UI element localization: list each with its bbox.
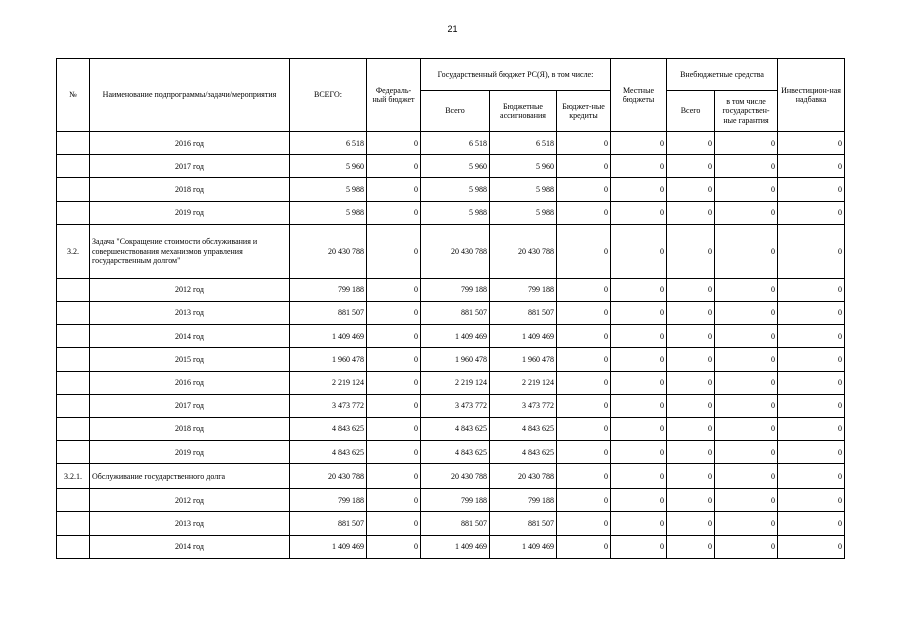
cell-extra-guarantee: 0: [715, 535, 778, 558]
cell-invest: 0: [778, 201, 845, 224]
cell-local: 0: [611, 325, 667, 348]
cell-extra-guarantee: 0: [715, 278, 778, 301]
cell-federal: 0: [367, 512, 421, 535]
cell-name: 2018 год: [90, 178, 290, 201]
cell-state-total: 3 473 772: [421, 394, 490, 417]
cell-state-total: 5 988: [421, 178, 490, 201]
table-row: [57, 278, 845, 301]
cell-name: 2012 год: [90, 278, 290, 301]
cell-state-total: 20 430 788: [421, 464, 490, 489]
cell-federal: 0: [367, 325, 421, 348]
cell-extra-total: 0: [667, 301, 715, 324]
cell-extra-total: 0: [667, 464, 715, 489]
cell-extra-total: 0: [667, 155, 715, 178]
cell-state-credits: 0: [557, 301, 611, 324]
cell-extra-total: 0: [667, 132, 715, 155]
cell-state-alloc: 1 409 469: [490, 535, 557, 558]
cell-state-alloc: 799 188: [490, 489, 557, 512]
cell-number: 3.2.: [57, 224, 90, 278]
header-total: ВСЕГО:: [290, 59, 367, 132]
cell-extra-total: 0: [667, 394, 715, 417]
header-invest: Инвестицион-ная надбавка: [778, 59, 845, 132]
header-state-alloc: Бюджетные ассигнования: [490, 91, 557, 132]
cell-federal: 0: [367, 278, 421, 301]
cell-state-total: 1 409 469: [421, 535, 490, 558]
cell-number: [57, 512, 90, 535]
cell-state-alloc: 6 518: [490, 132, 557, 155]
cell-state-credits: 0: [557, 464, 611, 489]
cell-extra-guarantee: 0: [715, 155, 778, 178]
budget-table: [56, 58, 845, 559]
header-state-group: Государственный бюджет РС(Я), в том числе:: [421, 59, 611, 91]
cell-total: 881 507: [290, 301, 367, 324]
cell-local: 0: [611, 178, 667, 201]
cell-state-total: 799 188: [421, 489, 490, 512]
cell-invest: 0: [778, 464, 845, 489]
cell-name: 2015 год: [90, 348, 290, 371]
cell-total: 5 988: [290, 178, 367, 201]
cell-state-total: 881 507: [421, 512, 490, 535]
cell-state-credits: 0: [557, 278, 611, 301]
cell-local: 0: [611, 278, 667, 301]
cell-federal: 0: [367, 489, 421, 512]
cell-number: [57, 417, 90, 440]
cell-number: [57, 535, 90, 558]
cell-state-total: 1 960 478: [421, 348, 490, 371]
cell-local: 0: [611, 132, 667, 155]
table-row: [57, 178, 845, 201]
page-number: 21: [447, 24, 458, 34]
cell-state-total: 4 843 625: [421, 417, 490, 440]
cell-state-credits: 0: [557, 201, 611, 224]
cell-invest: 0: [778, 301, 845, 324]
cell-local: 0: [611, 301, 667, 324]
cell-state-alloc: 5 988: [490, 201, 557, 224]
cell-local: 0: [611, 155, 667, 178]
cell-federal: 0: [367, 224, 421, 278]
table-row: [57, 325, 845, 348]
cell-local: 0: [611, 417, 667, 440]
cell-total: 4 843 625: [290, 417, 367, 440]
cell-state-total: 2 219 124: [421, 371, 490, 394]
cell-extra-total: 0: [667, 201, 715, 224]
table-row: [57, 535, 845, 558]
cell-local: 0: [611, 535, 667, 558]
cell-extra-guarantee: 0: [715, 371, 778, 394]
table-row: [57, 201, 845, 224]
cell-name: 2014 год: [90, 535, 290, 558]
cell-invest: 0: [778, 512, 845, 535]
cell-extra-guarantee: 0: [715, 178, 778, 201]
cell-number: [57, 441, 90, 464]
cell-state-credits: 0: [557, 348, 611, 371]
cell-invest: 0: [778, 278, 845, 301]
cell-state-total: 6 518: [421, 132, 490, 155]
cell-state-alloc: 1 960 478: [490, 348, 557, 371]
cell-federal: 0: [367, 201, 421, 224]
header-number: №: [57, 59, 90, 132]
cell-local: 0: [611, 464, 667, 489]
cell-total: 6 518: [290, 132, 367, 155]
cell-number: [57, 301, 90, 324]
cell-state-alloc: 4 843 625: [490, 441, 557, 464]
header-federal: Федераль-ный бюджет: [367, 59, 421, 132]
cell-name: 2017 год: [90, 394, 290, 417]
cell-invest: 0: [778, 178, 845, 201]
cell-name: 2014 год: [90, 325, 290, 348]
cell-extra-total: 0: [667, 278, 715, 301]
cell-number: [57, 155, 90, 178]
cell-total: 881 507: [290, 512, 367, 535]
table-row: [57, 371, 845, 394]
cell-federal: 0: [367, 301, 421, 324]
cell-total: 2 219 124: [290, 371, 367, 394]
cell-state-credits: 0: [557, 224, 611, 278]
cell-total: 799 188: [290, 278, 367, 301]
cell-name: 2019 год: [90, 441, 290, 464]
header-local: Местные бюджеты: [611, 59, 667, 132]
cell-extra-total: 0: [667, 325, 715, 348]
header-state-total: Всего: [421, 91, 490, 132]
cell-state-alloc: 20 430 788: [490, 464, 557, 489]
cell-extra-total: 0: [667, 417, 715, 440]
header-name: Наименование подпрограммы/задачи/мероприятия: [90, 59, 290, 132]
cell-state-total: 4 843 625: [421, 441, 490, 464]
cell-extra-total: 0: [667, 535, 715, 558]
cell-total: 1 960 478: [290, 348, 367, 371]
cell-invest: 0: [778, 325, 845, 348]
cell-extra-guarantee: 0: [715, 201, 778, 224]
cell-state-credits: 0: [557, 441, 611, 464]
cell-extra-guarantee: 0: [715, 441, 778, 464]
cell-state-alloc: 881 507: [490, 301, 557, 324]
table-row: [57, 394, 845, 417]
cell-state-alloc: 20 430 788: [490, 224, 557, 278]
cell-state-alloc: 799 188: [490, 278, 557, 301]
table-header: [57, 59, 845, 132]
cell-extra-total: 0: [667, 441, 715, 464]
cell-total: 20 430 788: [290, 464, 367, 489]
cell-name: 2013 год: [90, 301, 290, 324]
cell-extra-guarantee: 0: [715, 301, 778, 324]
cell-name: 2013 год: [90, 512, 290, 535]
table-row: [57, 348, 845, 371]
cell-state-credits: 0: [557, 535, 611, 558]
cell-extra-total: 0: [667, 371, 715, 394]
table-row: [57, 441, 845, 464]
cell-invest: 0: [778, 371, 845, 394]
table-row: [57, 417, 845, 440]
cell-local: 0: [611, 512, 667, 535]
cell-federal: 0: [367, 464, 421, 489]
cell-total: 1 409 469: [290, 535, 367, 558]
cell-name: 2017 год: [90, 155, 290, 178]
cell-extra-guarantee: 0: [715, 464, 778, 489]
cell-federal: 0: [367, 441, 421, 464]
cell-number: [57, 371, 90, 394]
cell-name: 2019 год: [90, 201, 290, 224]
cell-federal: 0: [367, 132, 421, 155]
cell-name: Обслуживание государственного долга: [90, 464, 290, 489]
cell-total: 799 188: [290, 489, 367, 512]
cell-number: [57, 325, 90, 348]
cell-state-credits: 0: [557, 512, 611, 535]
cell-name: 2016 год: [90, 132, 290, 155]
cell-number: 3.2.1.: [57, 464, 90, 489]
table-body: [57, 132, 845, 559]
cell-federal: 0: [367, 371, 421, 394]
cell-extra-guarantee: 0: [715, 325, 778, 348]
cell-total: 3 473 772: [290, 394, 367, 417]
header-state-credits: Бюджет-ные кредиты: [557, 91, 611, 132]
cell-state-credits: 0: [557, 417, 611, 440]
header-extra-guarantee: в том числе государствен-ные гарантия: [715, 91, 778, 132]
cell-invest: 0: [778, 441, 845, 464]
cell-local: 0: [611, 371, 667, 394]
cell-extra-total: 0: [667, 348, 715, 371]
cell-extra-guarantee: 0: [715, 224, 778, 278]
table-row: [57, 224, 845, 278]
cell-state-total: 881 507: [421, 301, 490, 324]
cell-invest: 0: [778, 132, 845, 155]
cell-state-alloc: 3 473 772: [490, 394, 557, 417]
cell-extra-total: 0: [667, 512, 715, 535]
table-row: [57, 155, 845, 178]
cell-state-alloc: 4 843 625: [490, 417, 557, 440]
cell-state-alloc: 881 507: [490, 512, 557, 535]
cell-invest: 0: [778, 155, 845, 178]
cell-total: 5 988: [290, 201, 367, 224]
cell-extra-guarantee: 0: [715, 394, 778, 417]
cell-number: [57, 132, 90, 155]
cell-local: 0: [611, 489, 667, 512]
cell-number: [57, 178, 90, 201]
cell-name: 2018 год: [90, 417, 290, 440]
cell-local: 0: [611, 348, 667, 371]
table-row: [57, 464, 845, 489]
cell-state-credits: 0: [557, 155, 611, 178]
cell-state-total: 5 960: [421, 155, 490, 178]
cell-number: [57, 394, 90, 417]
cell-state-credits: 0: [557, 132, 611, 155]
cell-state-credits: 0: [557, 371, 611, 394]
cell-state-credits: 0: [557, 394, 611, 417]
cell-extra-total: 0: [667, 489, 715, 512]
table-row: [57, 512, 845, 535]
cell-federal: 0: [367, 535, 421, 558]
table-row: [57, 489, 845, 512]
cell-invest: 0: [778, 535, 845, 558]
cell-extra-guarantee: 0: [715, 417, 778, 440]
cell-local: 0: [611, 224, 667, 278]
cell-federal: 0: [367, 155, 421, 178]
cell-total: 5 960: [290, 155, 367, 178]
cell-number: [57, 489, 90, 512]
cell-invest: 0: [778, 489, 845, 512]
cell-state-alloc: 5 988: [490, 178, 557, 201]
cell-name: 2012 год: [90, 489, 290, 512]
cell-number: [57, 201, 90, 224]
cell-state-total: 20 430 788: [421, 224, 490, 278]
cell-state-total: 799 188: [421, 278, 490, 301]
cell-extra-guarantee: 0: [715, 348, 778, 371]
cell-number: [57, 278, 90, 301]
cell-local: 0: [611, 201, 667, 224]
cell-total: 1 409 469: [290, 325, 367, 348]
cell-state-total: 5 988: [421, 201, 490, 224]
cell-state-total: 1 409 469: [421, 325, 490, 348]
cell-extra-guarantee: 0: [715, 489, 778, 512]
cell-name: 2016 год: [90, 371, 290, 394]
cell-local: 0: [611, 441, 667, 464]
cell-number: [57, 348, 90, 371]
header-extra-group: Внебюджетные средства: [667, 59, 778, 91]
cell-invest: 0: [778, 348, 845, 371]
cell-extra-guarantee: 0: [715, 512, 778, 535]
cell-local: 0: [611, 394, 667, 417]
cell-federal: 0: [367, 348, 421, 371]
cell-extra-total: 0: [667, 178, 715, 201]
cell-state-alloc: 2 219 124: [490, 371, 557, 394]
cell-state-credits: 0: [557, 325, 611, 348]
cell-state-alloc: 1 409 469: [490, 325, 557, 348]
table-row: [57, 301, 845, 324]
cell-name: Задача "Сокращение стоимости обслуживания и совершенствования механизмов управления государственным долгом": [90, 224, 290, 278]
cell-federal: 0: [367, 417, 421, 440]
cell-invest: 0: [778, 224, 845, 278]
cell-total: 20 430 788: [290, 224, 367, 278]
cell-total: 4 843 625: [290, 441, 367, 464]
cell-invest: 0: [778, 417, 845, 440]
table-row: [57, 132, 845, 155]
cell-state-credits: 0: [557, 489, 611, 512]
cell-extra-total: 0: [667, 224, 715, 278]
header-extra-total: Всего: [667, 91, 715, 132]
cell-federal: 0: [367, 394, 421, 417]
cell-extra-guarantee: 0: [715, 132, 778, 155]
cell-state-alloc: 5 960: [490, 155, 557, 178]
cell-federal: 0: [367, 178, 421, 201]
cell-invest: 0: [778, 394, 845, 417]
cell-state-credits: 0: [557, 178, 611, 201]
